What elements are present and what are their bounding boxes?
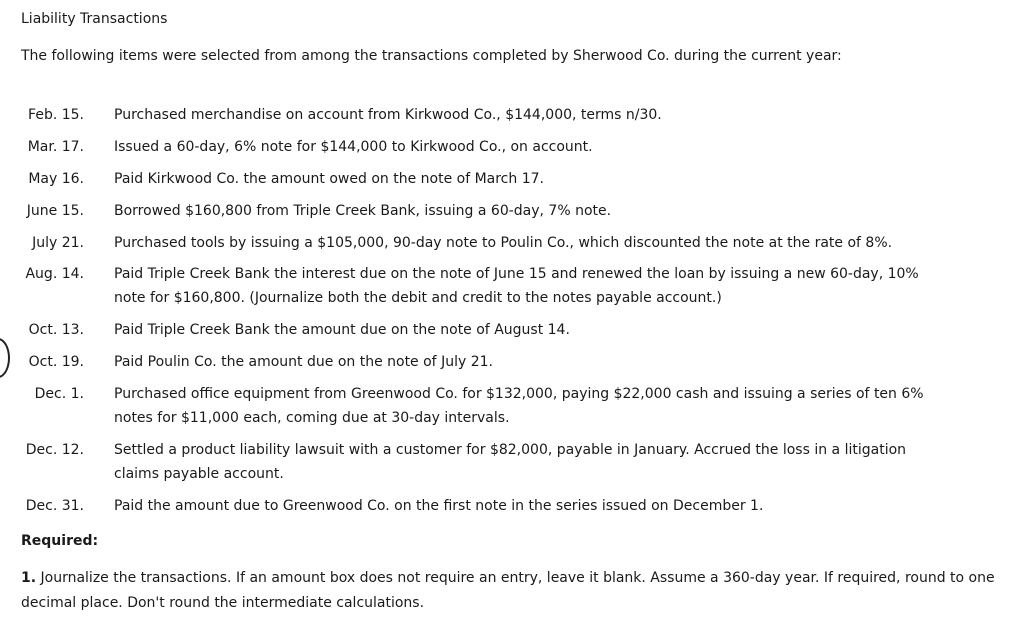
transaction-date: Mar. 17. <box>27 139 84 155</box>
transaction-date: June 15. <box>26 203 84 219</box>
transaction-description <box>114 135 974 159</box>
transaction-description <box>114 262 974 310</box>
transaction-date: May 16. <box>28 171 84 187</box>
transaction-description-line: Paid the amount due to Greenwood Co. on the first note in the series issued on December 1. <box>114 498 764 514</box>
page-title: Liability Transactions <box>21 11 168 27</box>
intro-text: The following items were selected from among the transactions completed by Sherwood Co. during the current year: <box>21 48 842 64</box>
transaction-date: Dec. 31. <box>25 498 84 514</box>
transaction-description <box>114 438 974 486</box>
transaction-date: Dec. 12. <box>25 442 84 458</box>
transaction-description-line: Paid Triple Creek Bank the amount due on the note of August 14. <box>114 322 570 338</box>
transaction-description-line: note for $160,800. (Journalize both the debit and credit to the notes payable account.) <box>114 290 722 306</box>
transaction-description <box>114 382 974 430</box>
transaction-description-line: Borrowed $160,800 from Triple Creek Bank, issuing a 60-day, 7% note. <box>114 203 612 219</box>
transaction-description <box>114 199 974 223</box>
transaction-description-line: Paid Poulin Co. the amount due on the note of July 21. <box>114 354 493 370</box>
transaction-description <box>114 318 974 342</box>
instruction-1 <box>21 566 1011 616</box>
transaction-date: Oct. 19. <box>28 354 84 370</box>
transaction-description-line: Settled a product liability lawsuit with a customer for $82,000, payable in January. Accrued the loss in a litigation <box>114 442 907 458</box>
transaction-description-line: Paid Kirkwood Co. the amount owed on the note of March 17. <box>114 171 544 187</box>
transaction-description-line: Purchased tools by issuing a $105,000, 90-day note to Poulin Co., which discounted the note at the rate of 8%. <box>114 235 893 251</box>
transaction-description-line: Issued a 60-day, 6% note for $144,000 to Kirkwood Co., on account. <box>114 139 593 155</box>
transaction-description-line: notes for $11,000 each, coming due at 30-day intervals. <box>114 410 510 426</box>
transaction-description-line: Purchased office equipment from Greenwood Co. for $132,000, paying $22,000 cash and issuing a series of ten 6% <box>114 386 924 402</box>
transaction-date: Feb. 15. <box>28 107 84 123</box>
transaction-description-line: Paid Triple Creek Bank the interest due on the note of June 15 and renewed the loan by issuing a new 60-day, 10% <box>114 266 919 282</box>
instruction-text: Journalize the transactions. If an amount box does not require an entry, leave it blank. Assume a 360-day year. If required, round to one decimal place. Don't round the intermediate calculations. <box>21 570 995 611</box>
transaction-description <box>114 167 974 191</box>
instruction-number: 1. <box>21 570 37 586</box>
transaction-date: July 21. <box>32 235 84 251</box>
transaction-description-line: Purchased merchandise on account from Kirkwood Co., $144,000, terms n/30. <box>114 107 662 123</box>
transaction-description-line: claims payable account. <box>114 466 284 482</box>
transaction-description <box>114 103 974 127</box>
transaction-date: Dec. 1. <box>34 386 84 402</box>
transaction-description <box>114 231 974 255</box>
required-label: Required: <box>21 533 99 549</box>
transaction-date: Aug. 14. <box>25 266 84 282</box>
transaction-description <box>114 494 974 518</box>
transaction-date: Oct. 13. <box>28 322 84 338</box>
transaction-description <box>114 350 974 374</box>
